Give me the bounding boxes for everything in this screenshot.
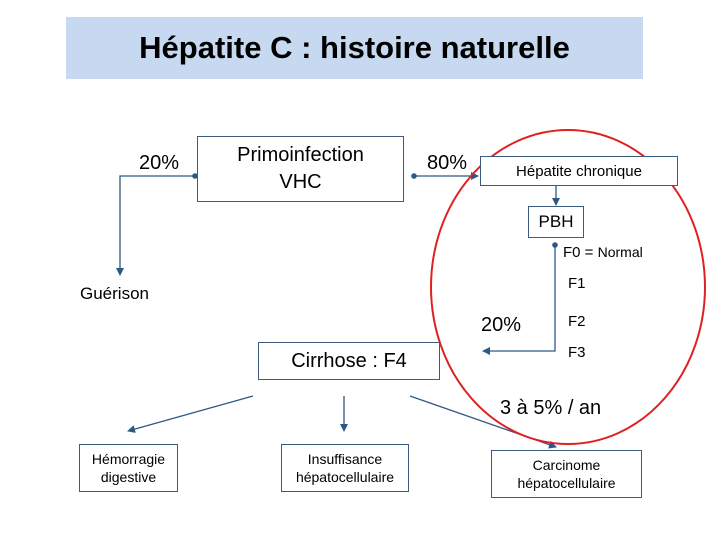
carcinome-box <box>491 450 642 498</box>
slide-title: Hépatite C : histoire naturelle <box>66 17 643 79</box>
arrow-to-hemorragie <box>128 396 253 431</box>
annual-rate: 3 à 5% / an <box>500 397 602 419</box>
hemorragie-line2: digestive <box>100 469 157 485</box>
pbh-box: PBH <box>528 206 584 238</box>
hemorragie-line1: Hémorragie <box>91 451 166 467</box>
cirrhose-box: Cirrhose : F4 <box>258 342 440 380</box>
primoinfection-line1: Primoinfection <box>237 144 364 166</box>
f0-prefix: F0 = <box>563 244 598 261</box>
connector-dot-right <box>411 173 417 179</box>
guerison-label: Guérison <box>80 284 149 303</box>
insuffisance-line2: hépatocellulaire <box>295 469 395 485</box>
primoinfection-line2: VHC <box>279 171 322 193</box>
insuffisance-line1: Insuffisance <box>307 451 383 467</box>
hepatite-chronique-box: Hépatite chronique <box>480 156 678 186</box>
percent-cirrhose: 20% <box>481 314 522 336</box>
percent-right: 80% <box>427 152 468 174</box>
carcinome-line1: Carcinome <box>532 457 601 473</box>
fibrosis-f1: F1 <box>568 275 586 292</box>
fibrosis-f3: F3 <box>568 344 586 361</box>
percent-left: 20% <box>139 152 180 174</box>
f0-normal: Normal <box>597 244 643 260</box>
insuffisance-box <box>281 444 409 492</box>
carcinome-line2: hépatocellulaire <box>517 475 616 491</box>
primoinfection-box <box>197 136 404 202</box>
arrow-to-guerison <box>120 176 195 275</box>
hemorragie-box <box>79 444 178 492</box>
fibrosis-f0 <box>563 244 643 261</box>
connector-dot-pbh <box>552 242 558 248</box>
fibrosis-f2: F2 <box>568 313 586 330</box>
